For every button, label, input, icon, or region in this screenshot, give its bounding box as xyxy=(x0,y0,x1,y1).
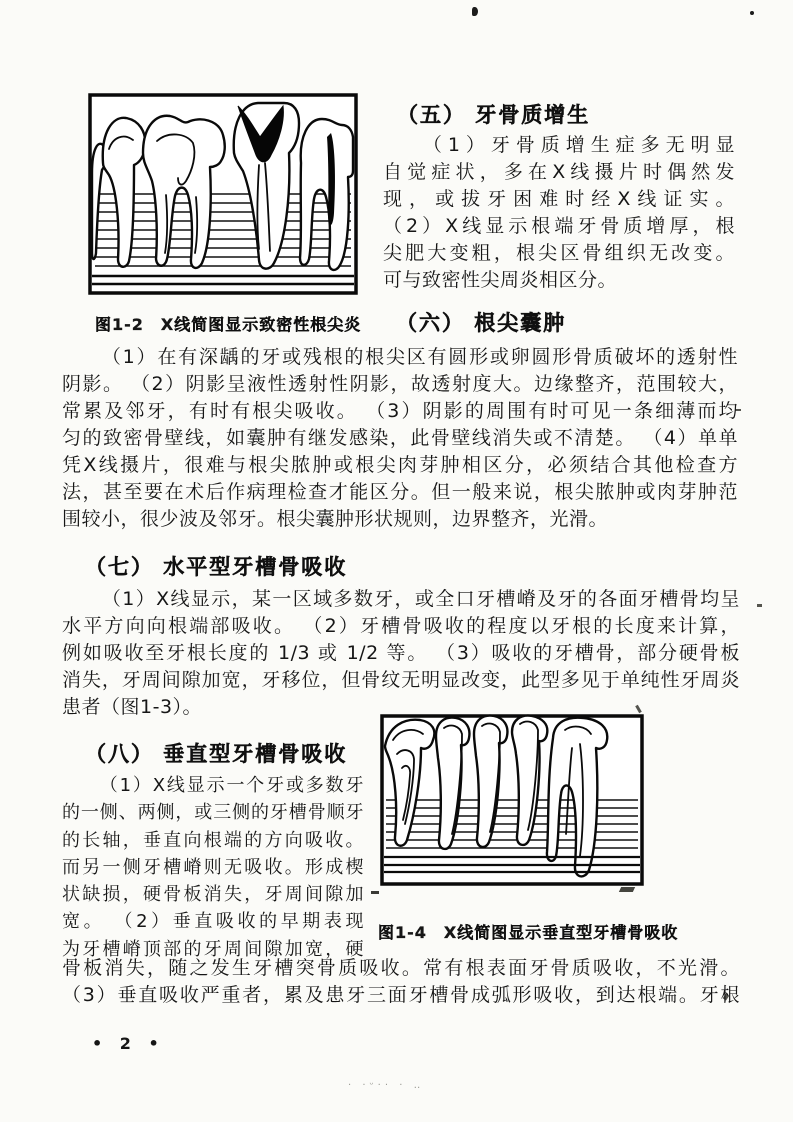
figure-1-4-caption: 图1-4 X线简图显示垂直型牙槽骨吸收 xyxy=(378,923,679,942)
section-6-paragraph xyxy=(62,344,738,533)
text-line: （1）牙骨质增生症多无明显 xyxy=(422,134,735,156)
text-line: 的一侧、两侧，或三侧的牙槽骨顺牙 xyxy=(62,802,364,824)
section-5-heading: （五） 牙骨质增生 xyxy=(397,103,591,127)
section-8-full-width xyxy=(62,955,740,1009)
figure-1-2-xray-diagram xyxy=(88,93,358,295)
text-line: 水平方向向根端部吸收。 （2）牙槽骨吸收的程度以牙根的长度来计算， xyxy=(62,615,740,637)
text-line: 消失，牙周间隙加宽，牙移位，但骨纹无明显改变，此型多见于单纯性牙周炎 xyxy=(62,669,740,691)
text-line: 常累及邻牙，有时有根尖吸收。 （3）阴影的周围有时可见一条细薄而均 xyxy=(62,400,738,422)
text-line: 围较小，很少波及邻牙。根尖囊肿形状规则，边界整齐，光滑。 xyxy=(62,508,609,530)
text-line: 的长轴，垂直向根端的方向吸收。 xyxy=(62,829,364,851)
text-line: 可与致密性尖周炎相区分。 xyxy=(383,269,618,291)
text-line: 宽。 （2）垂直吸收的早期表现 xyxy=(62,911,364,933)
text-line: 法，甚至要在术后作病理检查才能区分。但一般来说，根尖脓肿或肉芽肿范 xyxy=(62,481,738,503)
text-line: （3）垂直吸收严重者，累及患牙三面牙槽骨成弧形吸收，到达根端。牙根 xyxy=(62,984,740,1006)
text-line: 现，或拔牙困难时经X线证实。 xyxy=(383,188,735,210)
section-7-paragraph xyxy=(62,586,740,721)
scan-speck xyxy=(371,891,379,894)
text-line: 例如吸收至牙根长度的 1/3 或 1/2 等。 （3）吸收的牙槽骨，部分硬骨板 xyxy=(62,642,740,664)
text-line: 自觉症状，多在X线摄片时偶然发 xyxy=(383,161,735,183)
text-line: 尖肥大变粗，根尖区骨组织无改变。 xyxy=(383,242,735,264)
text-line: （2）X线显示根端牙骨质增厚，根 xyxy=(383,215,735,237)
text-line: 骨板消失，随之发生牙槽突骨质吸收。常有根表面牙骨质吸收，不光滑。 xyxy=(62,957,740,979)
text-line: 而另一侧牙槽嵴则无吸收。形成楔 xyxy=(62,856,364,878)
section-5-paragraph xyxy=(383,132,735,294)
teeth-vertical-bone-resorption-illustration xyxy=(380,714,644,886)
scan-speck xyxy=(619,887,635,892)
text-line: （1）X线显示一个牙或多数牙 xyxy=(99,775,364,796)
text-line: 匀的致密骨壁线，如囊肿有继发感染，此骨壁线消失或不清楚。 （4）单单 xyxy=(62,427,738,449)
figure-1-2-caption: 图1-2 X线简图显示致密性根尖炎 xyxy=(95,315,362,334)
text-line: 阴影。 （2）阴影呈液性透射性阴影，故透射度大。边缘整齐，范围较大， xyxy=(62,373,738,395)
text-line: 状缺损，硬骨板消失，牙周间隙加 xyxy=(62,884,364,906)
teeth-dense-apical-periodontitis-illustration xyxy=(88,93,358,295)
scan-speck xyxy=(757,604,762,607)
text-line: 患者（图1-3）。 xyxy=(62,696,203,718)
scan-speck xyxy=(472,7,478,16)
section-7-heading: （七） 水平型牙槽骨吸收 xyxy=(85,555,348,579)
text-line: （1）在有深龋的牙或残根的根尖区有圆形或卵圆形骨质破坏的透射性 xyxy=(101,346,738,368)
text-line: （1）X线显示，某一区域多数牙，或全口牙槽嵴及牙的各面牙槽骨均呈 xyxy=(101,588,740,610)
scan-speck xyxy=(750,11,754,15)
scan-smudge: · ·ᵕ·· · ‥ xyxy=(348,1080,425,1091)
figure-1-4-xray-diagram xyxy=(380,714,644,886)
section-8-left-column xyxy=(62,772,364,963)
section-8-heading: （八） 垂直型牙槽骨吸收 xyxy=(85,742,348,766)
text-line: 为牙槽嵴顶部的牙周间隙加宽，硬 xyxy=(62,938,364,960)
page-number: • 2 • xyxy=(92,1034,165,1053)
section-6-heading: （六） 根尖囊肿 xyxy=(396,311,567,335)
text-line: 凭X线摄片，很难与根尖脓肿或根尖肉芽肿相区分，必须结合其他检查方 xyxy=(62,454,738,476)
